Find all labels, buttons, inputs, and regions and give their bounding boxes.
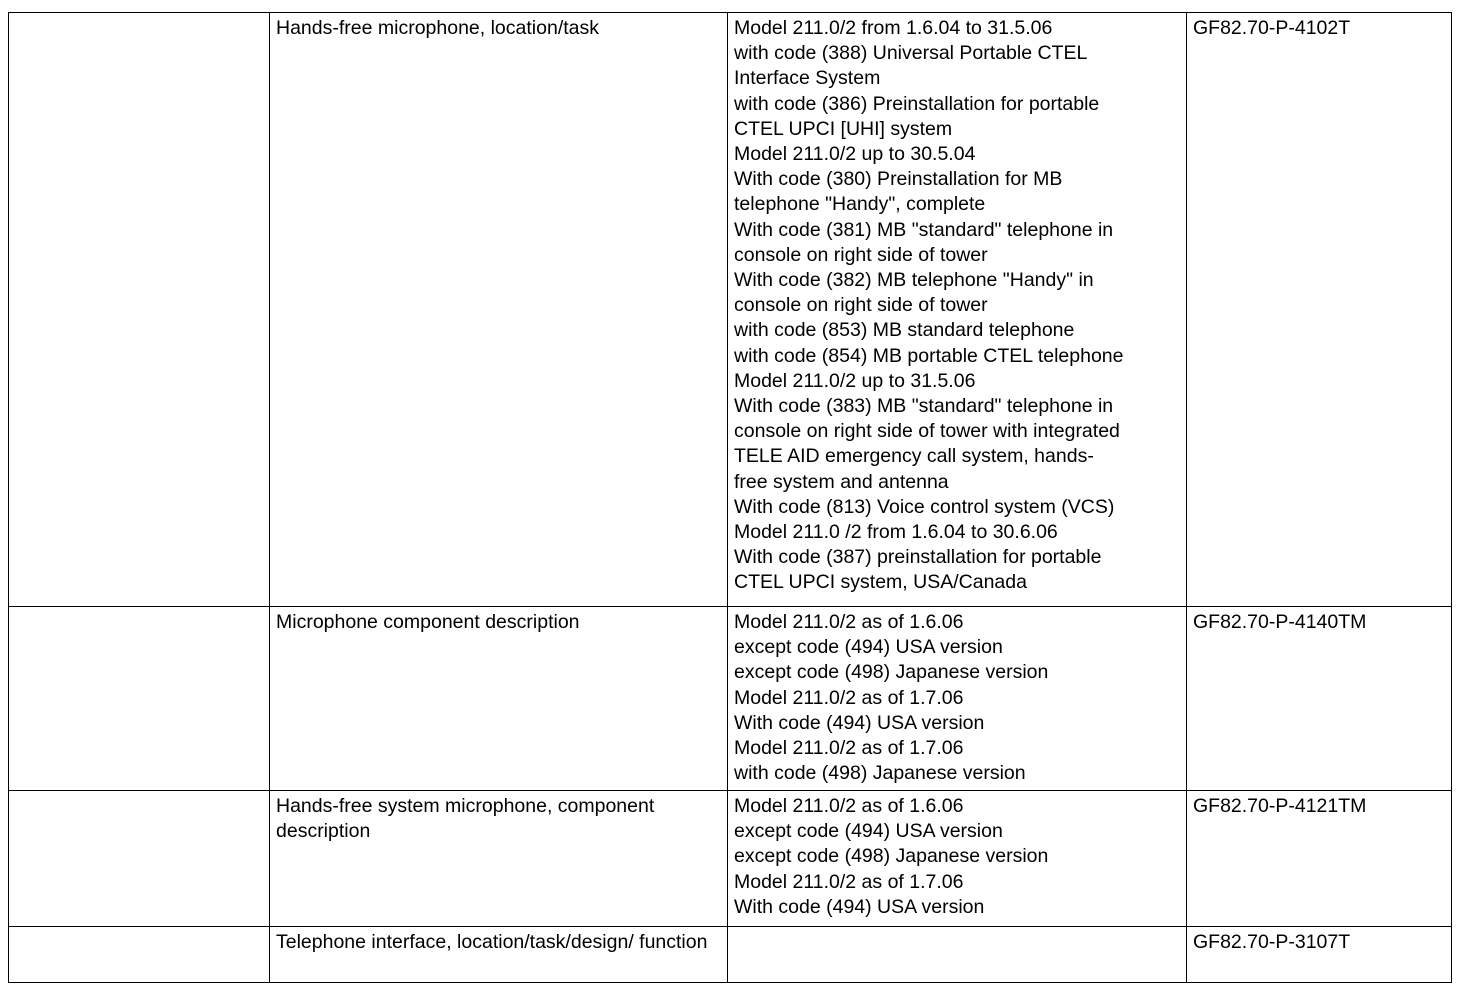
validity-line: except code (494) USA version (734, 636, 1003, 659)
validity-line: telephone "Handy", complete (734, 193, 986, 216)
document-title-cell: Microphone component description (270, 607, 728, 791)
validity-line: CTEL UPCI system, USA/Canada (734, 571, 1027, 594)
validity-cell (728, 13, 1187, 607)
validity-line: except code (498) Japanese version (734, 661, 1049, 684)
validity-line: Model 211.0/2 as of 1.6.06 (734, 611, 964, 633)
validity-line: CTEL UPCI [UHI] system (734, 117, 953, 140)
validity-line: Model 211.0 /2 from 1.6.04 to 30.6.06 (734, 521, 1058, 544)
validity-line: with code (498) Japanese version (734, 762, 1026, 785)
validity-line: Model 211.0/2 as of 1.7.06 (734, 737, 964, 760)
validity-cell (728, 927, 1187, 983)
document-number-cell: GF82.70-P-4121TM (1187, 791, 1452, 927)
validity-line: free system and antenna (734, 470, 949, 493)
validity-line: Model 211.0/2 as of 1.7.06 (734, 686, 964, 709)
validity-line: With code (813) Voice control system (VCS) (734, 495, 1115, 518)
validity-line: Model 211.0/2 as of 1.6.06 (734, 795, 964, 817)
validity-line: With code (494) USA version (734, 711, 985, 734)
table-row (9, 607, 1452, 791)
validity-line: With code (494) USA version (734, 895, 985, 918)
validity-line: console on right side of tower (734, 294, 988, 317)
validity-line: Model 211.0/2 from 1.6.04 to 31.5.06 (734, 17, 1053, 39)
table-row (9, 13, 1452, 607)
blank-cell (9, 607, 270, 791)
validity-line: With code (380) Preinstallation for MB (734, 168, 1063, 191)
document-number-cell: GF82.70-P-4140TM (1187, 607, 1452, 791)
blank-cell (9, 791, 270, 927)
validity-line: Model 211.0/2 up to 31.5.06 (734, 369, 976, 392)
validity-line: console on right side of tower with integrated (734, 420, 1120, 443)
validity-line: with code (853) MB standard telephone (734, 319, 1075, 342)
validity-cell (728, 607, 1187, 791)
validity-line: except code (498) Japanese version (734, 845, 1049, 868)
document-title-cell: Hands-free system microphone, component description (270, 791, 728, 927)
document-number-cell: GF82.70-P-3107T (1187, 927, 1452, 983)
validity-line: with code (386) Preinstallation for portable (734, 92, 1100, 115)
validity-cell (728, 791, 1187, 927)
validity-line: Interface System (734, 67, 881, 90)
validity-line: Model 211.0/2 as of 1.7.06 (734, 870, 964, 893)
document-number-cell: GF82.70-P-4102T (1187, 13, 1452, 607)
validity-line: Model 211.0/2 up to 30.5.04 (734, 143, 976, 166)
table-row (9, 791, 1452, 927)
validity-line: console on right side of tower (734, 243, 988, 266)
document-title-cell: Telephone interface, location/task/design/ function (270, 927, 728, 983)
blank-cell (9, 13, 270, 607)
validity-line: With code (382) MB telephone "Handy" in (734, 269, 1094, 292)
document-table (8, 12, 1452, 983)
validity-line: With code (383) MB "standard" telephone in (734, 395, 1114, 418)
validity-line: with code (854) MB portable CTEL telephone (734, 344, 1124, 367)
document-title-cell: Hands-free microphone, location/task (270, 13, 728, 607)
validity-line: With code (381) MB "standard" telephone in (734, 218, 1114, 241)
validity-line: with code (388) Universal Portable CTEL (734, 42, 1088, 65)
validity-line: TELE AID emergency call system, hands- (734, 445, 1094, 468)
validity-line: With code (387) preinstallation for portable (734, 546, 1102, 569)
validity-line: except code (494) USA version (734, 820, 1003, 843)
table-row (9, 927, 1452, 983)
blank-cell (9, 927, 270, 983)
